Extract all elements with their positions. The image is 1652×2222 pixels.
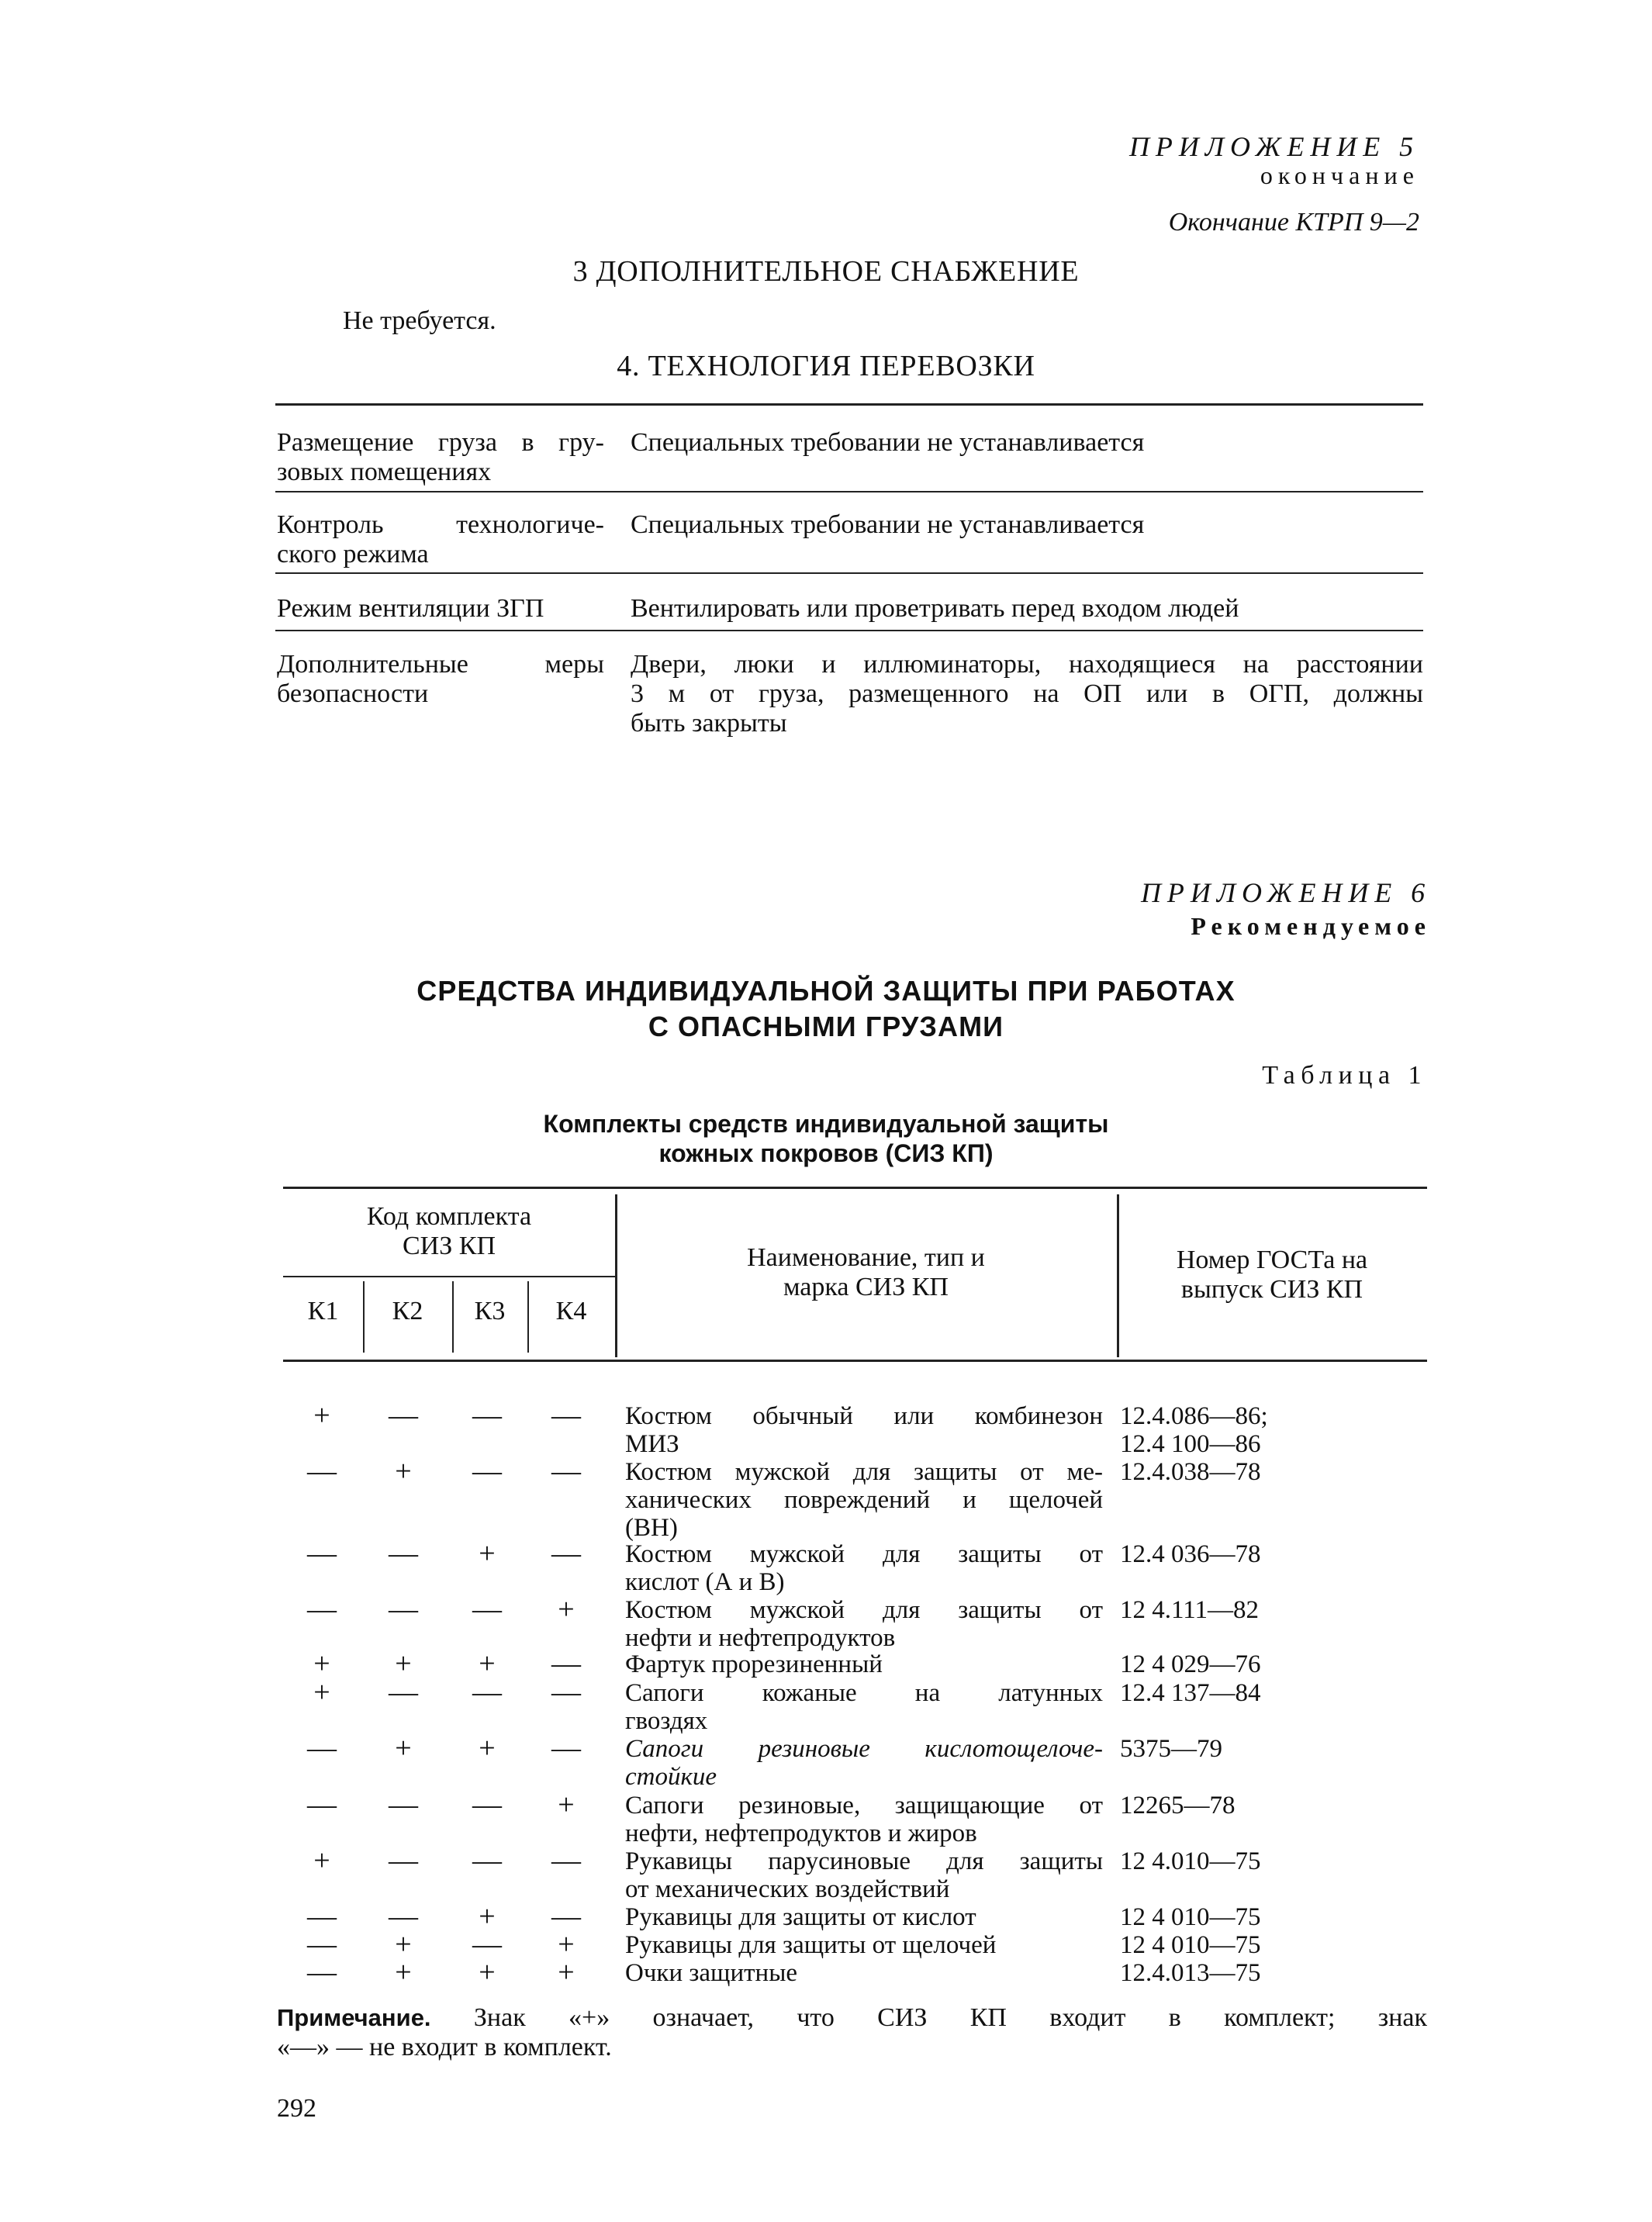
ppe-name: Костюм мужской для защиты от — [625, 1540, 1103, 1568]
main-title: С ОПАСНЫМИ ГРУЗАМИ — [648, 1011, 1004, 1042]
gost-number: 12.4 137—84 — [1120, 1679, 1261, 1707]
page-number: 292 — [277, 2094, 316, 2123]
kit-mark: + — [313, 1647, 330, 1680]
ppe-name: ханических повреждений и щелочей — [625, 1486, 1103, 1514]
kit-mark: + — [395, 1928, 412, 1961]
table-header-rule — [283, 1360, 1427, 1362]
ppe-name: Костюм обычный или комбинезон — [625, 1402, 1103, 1430]
kit-mark: — — [389, 1844, 418, 1877]
gost-number: 12.4 036—78 — [1120, 1540, 1261, 1568]
kit-mark: + — [479, 1956, 496, 1989]
gost-number: 12.4.086—86; — [1120, 1402, 1268, 1430]
transport-row-value: Вентилировать или проветривать перед входом людей — [631, 594, 1239, 623]
kit-mark: — — [389, 1676, 418, 1709]
kit-mark: — — [472, 1928, 502, 1961]
kit-mark: — — [389, 1593, 418, 1626]
k1-header: К1 — [307, 1297, 339, 1325]
transport-row-label: Дополнительные меры — [277, 650, 604, 679]
transport-row-value: Двери, люки и иллюминаторы, находящиеся на расстоянии — [631, 650, 1423, 679]
ppe-name: Рукавицы для защиты от щелочей — [625, 1931, 997, 1959]
code-header: Код комплекта — [366, 1202, 532, 1231]
name-header: Наименование, тип и — [747, 1243, 985, 1272]
gost-number: 12 4 010—75 — [1120, 1931, 1261, 1959]
ppe-name: гвоздях — [625, 1707, 708, 1735]
kit-mark: + — [558, 1928, 575, 1961]
main-title: СРЕДСТВА ИНДИВИДУАЛЬНОЙ ЗАЩИТЫ ПРИ РАБОТАХ — [416, 975, 1236, 1007]
kit-mark: + — [479, 1647, 496, 1680]
transport-row-label: ского режима — [277, 540, 429, 568]
kit-mark: + — [558, 1956, 575, 1989]
transport-row-label: Размещение груза в гру- — [277, 428, 604, 457]
table-label: Таблица 1 — [1262, 1061, 1427, 1090]
ppe-name: нефти, нефтепродуктов и жиров — [625, 1819, 977, 1847]
kit-mark: — — [307, 1956, 337, 1989]
transport-row-label: Контроль технологиче- — [277, 510, 604, 539]
ppe-name: Рукавицы для защиты от кислот — [625, 1903, 976, 1931]
gost-number: 5375—79 — [1120, 1735, 1222, 1763]
appendix5-subtitle: окончание — [1260, 161, 1419, 189]
kit-mark: — — [472, 1844, 502, 1877]
ppe-name: МИЗ — [625, 1430, 679, 1458]
ppe-name: Костюм мужской для защиты от — [625, 1596, 1103, 1624]
kit-mark: + — [395, 1956, 412, 1989]
kit-mark: — — [307, 1455, 337, 1488]
kit-mark: — — [307, 1732, 337, 1764]
kit-mark: — — [551, 1537, 581, 1570]
kit-mark: + — [313, 1676, 330, 1709]
table-top-rule — [283, 1187, 1427, 1189]
section3-heading: 3 ДОПОЛНИТЕЛЬНОЕ СНАБЖЕНИЕ — [572, 255, 1080, 288]
ppe-name: Костюм мужской для защиты от ме- — [625, 1458, 1103, 1486]
name-header: марка СИЗ КП — [783, 1273, 949, 1301]
kit-mark: — — [389, 1788, 418, 1821]
ppe-name: Рукавицы парусиновые для защиты — [625, 1847, 1103, 1875]
row-divider — [275, 630, 1423, 631]
gost-header: Номер ГОСТа на — [1176, 1246, 1368, 1274]
kit-mark: — — [389, 1399, 418, 1432]
kit-mark: — — [389, 1537, 418, 1570]
section4-heading: 4. ТЕХНОЛОГИЯ ПЕРЕВОЗКИ — [617, 350, 1035, 382]
section4-top-rule — [275, 403, 1423, 406]
kit-mark: — — [472, 1593, 502, 1626]
kit-mark: — — [551, 1900, 581, 1933]
kit-mark: — — [551, 1399, 581, 1432]
ppe-name: (ВН) — [625, 1514, 678, 1542]
ppe-name: от механических воздействий — [625, 1875, 950, 1903]
kit-mark: — — [307, 1788, 337, 1821]
kit-mark: + — [395, 1647, 412, 1680]
note-label: Примечание. — [277, 2004, 431, 2031]
kit-mark: — — [472, 1676, 502, 1709]
gost-number: 12 4.010—75 — [1120, 1847, 1261, 1875]
k3-header: К3 — [474, 1297, 506, 1325]
transport-row-label: зовых помещениях — [277, 458, 492, 486]
kit-mark: + — [395, 1455, 412, 1488]
appendix6-subtitle: Рекомендуемое — [1191, 912, 1431, 940]
transport-row-value: 3 м от груза, размещенного на ОП или в ОГП, должны — [631, 679, 1423, 708]
gost-number: 12 4.111—82 — [1120, 1596, 1260, 1624]
k4-header: К4 — [555, 1297, 587, 1325]
kit-mark: + — [558, 1593, 575, 1626]
kit-mark: + — [479, 1537, 496, 1570]
kit-mark: — — [307, 1537, 337, 1570]
row-divider — [275, 572, 1423, 574]
kit-mark: — — [551, 1676, 581, 1709]
kit-mark: — — [307, 1593, 337, 1626]
ppe-name: нефти и нефтепродуктов — [625, 1624, 896, 1652]
code-header-rule — [283, 1276, 615, 1277]
kit-mark: — — [551, 1647, 581, 1680]
table-end-caption: Окончание КТРП 9—2 — [1168, 208, 1419, 237]
ppe-name: Сапоги кожаные на латунных — [625, 1679, 1103, 1707]
kit-mark: + — [479, 1900, 496, 1933]
ppe-name: Фартук прорезиненный — [625, 1650, 883, 1678]
table-title: Комплекты средств индивидуальной защиты — [543, 1110, 1109, 1138]
gost-header: выпуск СИЗ КП — [1180, 1275, 1363, 1304]
ppe-name: Сапоги резиновые кислотощелоче- — [625, 1735, 1103, 1763]
kit-mark: — — [551, 1732, 581, 1764]
kit-mark: — — [551, 1455, 581, 1488]
kit-mark: — — [307, 1900, 337, 1933]
kit-mark: — — [307, 1928, 337, 1961]
gost-number: 12 4 029—76 — [1120, 1650, 1261, 1678]
transport-row-label: Режим вентиляции ЗГП — [277, 594, 544, 623]
appendix6-title: ПРИЛОЖЕНИЕ 6 — [1141, 877, 1431, 908]
gost-number: 12.4.038—78 — [1120, 1458, 1261, 1486]
gost-number: 12 4 010—75 — [1120, 1903, 1261, 1931]
kit-mark: + — [558, 1788, 575, 1821]
note-text: «—» — не входит в комплект. — [277, 2033, 612, 2061]
k2-header: К2 — [392, 1297, 423, 1325]
table-title: кожных покровов (СИЗ КП) — [658, 1139, 994, 1167]
row-divider — [275, 491, 1423, 492]
transport-row-label: безопасности — [277, 679, 429, 708]
kit-mark: + — [313, 1399, 330, 1432]
section3-text: Не требуется. — [343, 306, 496, 335]
kit-mark: + — [395, 1732, 412, 1764]
appendix5-title: ПРИЛОЖЕНИЕ 5 — [1129, 131, 1419, 162]
kit-mark: — — [472, 1455, 502, 1488]
transport-row-value: Специальных требовании не устанавливается — [631, 428, 1145, 457]
note-line — [277, 2003, 1427, 2033]
kit-mark: + — [313, 1844, 330, 1877]
note-text: Знак «+» означает, что СИЗ КП входит в комплект; знак — [473, 2003, 1427, 2032]
transport-row-value: быть закрыты — [631, 709, 787, 738]
gost-number: 12.4 100—86 — [1120, 1430, 1261, 1458]
gost-number: 12265—78 — [1120, 1792, 1236, 1819]
ppe-name: стойкие — [625, 1763, 717, 1791]
ppe-name: Сапоги резиновые, защищающие от — [625, 1792, 1103, 1819]
kit-mark: — — [389, 1900, 418, 1933]
ppe-name: Очки защитные — [625, 1959, 798, 1987]
code-header: СИЗ КП — [403, 1232, 496, 1260]
gost-number: 12.4.013—75 — [1120, 1959, 1261, 1987]
kit-mark: — — [472, 1788, 502, 1821]
kit-mark: + — [479, 1732, 496, 1764]
ppe-name: кислот (А и В) — [625, 1568, 785, 1596]
transport-row-value: Специальных требовании не устанавливается — [631, 510, 1145, 539]
kit-mark: — — [551, 1844, 581, 1877]
kit-mark: — — [472, 1399, 502, 1432]
